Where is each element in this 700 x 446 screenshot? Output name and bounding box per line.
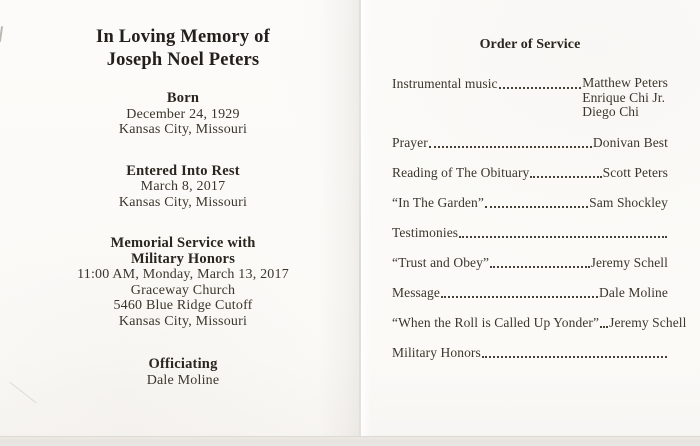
death-date: March 8, 2017 [140, 179, 226, 194]
order-name: Enrique Chi Jr. [582, 89, 666, 105]
order-of-service-heading: Order of Service [479, 37, 581, 52]
born-heading: Born [166, 90, 200, 106]
order-row-prayer [392, 135, 668, 150]
scan-bottom-edge [0, 436, 700, 446]
order-name: Jeremy Schell [590, 254, 668, 270]
order-row-testimonies [392, 225, 668, 240]
order-names [582, 76, 668, 120]
dotted-leader [459, 225, 667, 238]
order-name: Matthew Peters [582, 75, 668, 90]
section-memorial-service [8, 236, 358, 329]
order-row-military-honors [392, 345, 668, 360]
born-date: December 24, 1929 [126, 106, 240, 122]
section-officiating [8, 357, 358, 388]
section-entered-into-rest [8, 164, 358, 211]
order-label: Reading of The Obituary [392, 164, 530, 180]
order-row-instrumental-music [392, 76, 668, 120]
order-name: Scott Peters [602, 164, 668, 180]
memorial-service-heading-line1: Memorial Service with [110, 235, 256, 251]
right-page [360, 0, 700, 375]
order-label: Prayer [392, 134, 428, 150]
service-venue: Graceway Church [130, 282, 236, 298]
order-name: Diego Chi [582, 104, 640, 119]
dotted-leader [485, 195, 588, 208]
order-row-when-the-roll-is-called [392, 314, 687, 330]
entered-into-rest-heading: Entered Into Rest [126, 162, 240, 179]
order-name: Dale Moline [599, 284, 668, 300]
memorial-service-heading-line2: Military Honors [130, 250, 236, 267]
order-label: “In The Garden” [392, 194, 484, 210]
order-label: “When the Roll is Called Up Yonder” [392, 314, 600, 330]
service-city: Kansas City, Missouri [118, 313, 248, 329]
order-label: Message [392, 284, 440, 300]
order-name: Jeremy Schell [609, 314, 687, 330]
memorial-title-line2: Joseph Noel Peters [106, 50, 260, 70]
dotted-leader [530, 165, 601, 178]
order-label: “Trust and Obey” [392, 254, 490, 270]
order-label: Military Honors [392, 344, 481, 360]
order-label: Testimonies [392, 224, 459, 240]
dotted-leader [441, 285, 598, 298]
dotted-leader [482, 345, 667, 358]
memorial-title-line1: In Loving Memory of [96, 27, 270, 47]
order-row-reading-of-obituary [392, 165, 668, 180]
edge-crease [0, 26, 3, 42]
officiating-heading: Officiating [148, 356, 218, 372]
order-row-in-the-garden [392, 195, 668, 210]
order-label: Instrumental music [392, 76, 498, 91]
dotted-leader [429, 135, 592, 148]
dotted-leader [600, 315, 608, 328]
memorial-title [8, 26, 358, 72]
order-name: Donivan Best [592, 134, 668, 150]
order-row-message [392, 285, 668, 300]
officiant-name: Dale Moline [146, 372, 220, 388]
dotted-leader [490, 255, 590, 268]
death-place: Kansas City, Missouri [118, 194, 248, 210]
service-datetime: 11:00 AM, Monday, March 13, 2017 [77, 267, 289, 282]
section-born [8, 91, 358, 138]
born-place: Kansas City, Missouri [118, 122, 248, 137]
order-name: Sam Shockley [589, 194, 668, 210]
dotted-leader [499, 76, 582, 89]
left-page [8, 0, 358, 388]
service-address: 5460 Blue Ridge Cutoff [113, 298, 253, 313]
order-row-trust-and-obey [392, 255, 668, 270]
